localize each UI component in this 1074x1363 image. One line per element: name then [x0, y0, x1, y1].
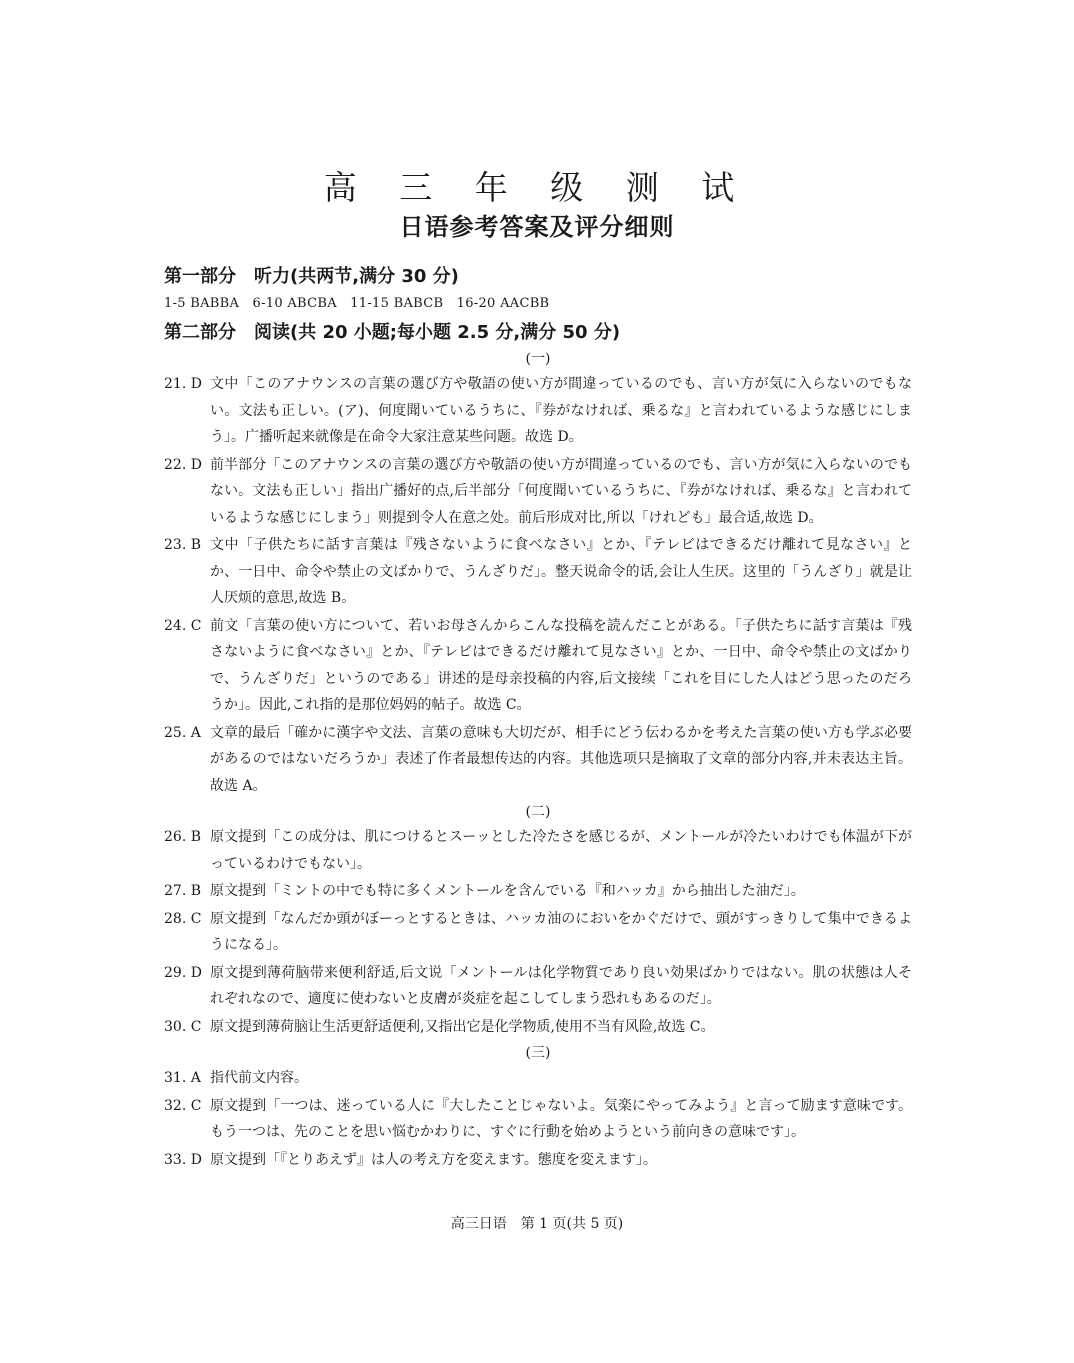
answer-item: [164, 906, 912, 959]
answer-item: [164, 452, 912, 532]
part2-heading: 第二部分 阅读(共 20 小题;每小题 2.5 分,满分 50 分): [164, 322, 621, 343]
answer-number: 27. B: [164, 883, 202, 899]
answer-number: 32. C: [164, 1097, 202, 1114]
answer-explanation: 原文提到薄荷脑让生活更舒适便利,又指出它是化学物质,使用不当有风险,故选 C。: [210, 1018, 715, 1035]
answer-number: 31. A: [164, 1070, 201, 1086]
answer-item: [164, 613, 912, 719]
answer-explanation: 指代前文内容。: [210, 1070, 308, 1086]
answer-explanation: 原文提到「なんだか頭がぼーっとするときは、ハッカ油のにおいをかぐだけで、頭がすっきりして集中できるようになる」。: [210, 910, 912, 953]
answer-item: [164, 1093, 912, 1146]
section-label: (三): [525, 1045, 551, 1061]
answer-item: [164, 1065, 912, 1092]
answer-item: [164, 371, 912, 451]
answer-explanation: 原文提到「ミントの中でも特に多くメントールを含んでいる『和ハッカ』から抽出した油だ」。: [210, 883, 805, 899]
answer-number: 28. C: [164, 910, 202, 927]
answer-item: [164, 824, 912, 877]
answer-number: 25. A: [164, 724, 201, 741]
answer-item: [164, 878, 912, 905]
answer-item: [164, 1014, 912, 1041]
answer-explanation: 原文提到「この成分は、肌につけるとスーッとした冷たさを感じるが、メントールが冷たいわけでも体温が下がっているわけでもない」。: [210, 829, 912, 872]
answer-number: 24. C: [164, 617, 202, 634]
section-label: (二): [525, 804, 551, 820]
part2-sections: [164, 347, 912, 1173]
answer-explanation: 文中「子供たちに話す言葉は『残さないように食べなさい』とか、『テレビはできるだけ離れて見なさい』とか、一日中、命令や禁止の文ばかりで、うんざりだ」。整天说命令的话,会让人生厌。这里的「うんざり」就是让人厌烦的意思,故选 B。: [210, 537, 912, 606]
answer-explanation: 原文提到「一つは、迷っている人に『大したことじゃないよ。気楽にやってみよう』と言って励ます意味です。もう一つは、先のことを思い悩むかわりに、すぐに行動を始めようという前向きの意味です」。: [210, 1097, 912, 1140]
answer-explanation: 文章的最后「確かに漢字や文法、言葉の意味も大切だが、相手にどう伝わるかを考えた言葉の使い方も学ぶ必要があるのではないだろうか」表述了作者最想传达的内容。其他选项只是摘取了文章的部分内容,并未表达主旨。故选 A。: [210, 724, 912, 794]
answer-number: 26. B: [164, 829, 202, 845]
answer-item: [164, 1147, 912, 1174]
part1-answers: 1-5 BABBA 6-10 ABCBA 11-15 BABCB 16-20 AACBB: [164, 296, 550, 311]
answer-explanation: 原文提到「『とりあえず』は人の考え方を変えます。態度を変えます」。: [210, 1151, 657, 1168]
answer-item: [164, 532, 912, 612]
section-label: (一): [525, 351, 551, 367]
answer-item: [164, 720, 912, 800]
answer-explanation: 文中「このアナウンスの言葉の選び方や敬語の使い方が間違っているのでも、言い方が気に入らないのでもない。文法も正しい。(ア)、何度聞いているうちに、『券がなければ、乗るな』と言われているような感じにしまう」。广播听起来就像是在命令大家注意某些问题。故选 D。: [210, 376, 912, 445]
part1-heading: 第一部分 听力(共两节,满分 30 分): [164, 266, 459, 287]
answer-number: 29. D: [164, 964, 202, 981]
answer-explanation: 前半部分「このアナウンスの言葉の選び方や敬語の使い方が間違っているのでも、言い方が気に入らないのでもない。文法も正しい」指出广播好的点,后半部分「何度聞いているうちに、『券がなければ、乗るな』と言われているような感じにしまう」则提到令人在意之处。前后形成对比,所以「けれども」最合适,故选 D。: [210, 456, 912, 526]
answer-number: 22. D: [164, 456, 202, 473]
answer-explanation: 原文提到薄荷脑带来便利舒适,后文说「メントールは化学物質であり良い効果ばかりではない。肌の状態は人それぞれなので、適度に使わないと皮膚が炎症を起こしてしまう恐れもあるのだ」。: [210, 964, 912, 1007]
page-subtitle: 日语参考答案及评分细则: [399, 213, 675, 241]
answer-number: 33. D: [164, 1151, 202, 1168]
answer-number: 23. B: [164, 537, 202, 553]
page-content: [164, 263, 912, 1174]
page-footer: 高三日语 第 1 页(共 5 页): [450, 1216, 624, 1232]
answer-number: 21. D: [164, 376, 202, 392]
page-title: 高 三 年 级 测 试: [323, 168, 751, 207]
answer-explanation: 前文「言葉の使い方について、若いお母さんからこんな投稿を読んだことがある。「子供たちに話す言葉は『残さないように食べなさい』とか、『テレビはできるだけ離れて見なさい』とか、一日中、命令や禁止の文ばかりで、うんざりだ」というのである」讲述的是母亲投稿的内容,后文接续「これを目にした人はどう思ったのだろうか」。因此,これ指的是那位妈妈的帖子。故选 C。: [210, 617, 912, 713]
answer-number: 30. C: [164, 1018, 202, 1035]
answer-item: [164, 960, 912, 1013]
